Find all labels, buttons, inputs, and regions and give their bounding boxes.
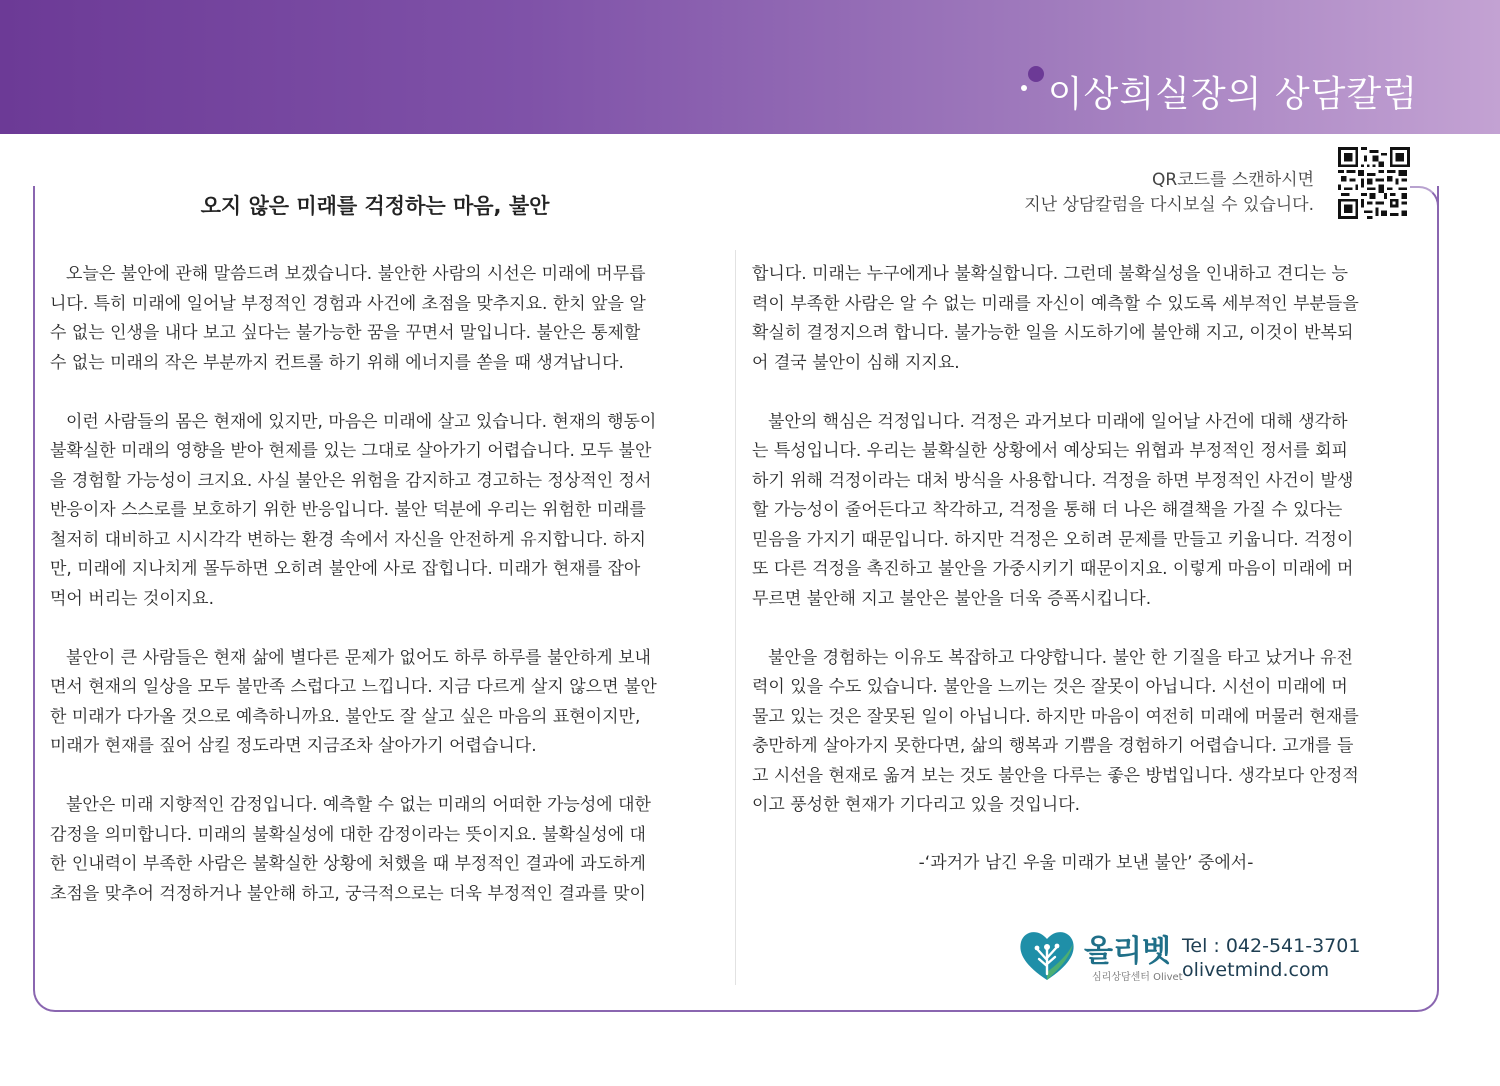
source-quote: -‘과거가 남긴 우울 미래가 보낸 불안’ 중에서- — [918, 853, 1254, 873]
qr-caption — [1024, 168, 1314, 218]
heart-tree-icon — [1018, 928, 1076, 982]
qr-caption-line2: 지난 상담칼럼을 다시보실 수 있습니다. — [1024, 195, 1314, 215]
header-dot-decoration-small — [1021, 85, 1027, 91]
article-title: 오지 않은 미래를 걱정하는 마음, 불안 — [200, 194, 550, 218]
qr-code-icon[interactable] — [1338, 147, 1410, 219]
header-dot-decoration — [1028, 66, 1044, 82]
article-right-column — [752, 260, 1420, 850]
article-paragraph: 불안이 큰 사람들은 현재 삶에 별다른 문제가 없어도 하루 하루를 불안하게 보내 면서 현재의 일상을 모두 불만족 스럽다고 느낍니다. 지금 다르게 살지 않으면 불안 한 미래가 다가올 것으로 예측하니까요. 불안도 잘 살고 싶은 마음의 표현이지만, 미래가 현재를 짚어 삼킬 정도라면 지금조차 살아가기 어렵습니다. — [50, 647, 657, 756]
column-divider — [735, 250, 736, 985]
logo-subtitle: 심리상담센터 Olivet — [1092, 972, 1183, 983]
article-paragraph: 이런 사람들의 몸은 현재에 있지만, 마음은 미래에 살고 있습니다. 현재의 행동이 불확실한 미래의 영향을 받아 현제를 있는 그대로 살아가기 어렵습니다. 모두 불안 을 경험할 가능성이 크지요. 사실 불안은 위험을 감지하고 경고하는 정상적인 정서 반응이자 스스로를 보호하기 위한 반응입니다. 불안 덕분에 우리는 위험한 미래를 철저히 대비하고 시시각각 변하는 환경 속에서 자신을 안전하게 유지합니다. 하지 만, 미래에 지나치게 몰두하면 오히려 불안에 사로 잡힙니다. 미래가 현재를 잡아 먹어 버리는 것이지요. — [50, 411, 657, 609]
article-paragraph: 불안은 미래 지향적인 감정입니다. 예측할 수 없는 미래의 어떠한 가능성에 대한 감정을 의미합니다. 미래의 불확실성에 대한 감정이라는 뜻이지요. 불확실성에 대 한 인내력이 부족한 사람은 불확실한 상황에 처했을 때 부정적인 결과에 과도하게 초점을 맞추어 걱정하거나 불안해 하고, 궁극적으로는 더욱 부정적인 결과를 맞이 — [50, 795, 651, 904]
logo-wordmark: 올리벳 — [1084, 934, 1171, 969]
column-series-title: 이상희실장의 상담칼럼 — [1047, 74, 1418, 115]
contact-info — [1182, 934, 1360, 982]
article-left-column — [50, 260, 718, 939]
contact-phone: Tel : 042-541-3701 — [1182, 935, 1361, 957]
article-paragraph: 불안의 핵심은 걱정입니다. 걱정은 과거보다 미래에 일어날 사건에 대해 생각하 는 특성입니다. 우리는 불확실한 상황에서 예상되는 위협과 부정적인 정서를 회피 하기 위해 걱정이라는 대처 방식을 사용합니다. 걱정을 하면 부정적인 사건이 발생 할 가능성이 줄어든다고 착각하고, 걱정을 통해 더 나은 해결책을 가질 수 있다는 믿음을 가지기 때문입니다. 하지만 걱정은 오히려 문제를 만들고 키웁니다. 걱정이 또 다른 걱정을 촉진하고 불안을 가중시키기 때문이지요. 이렇게 마음이 미래에 머 무르면 불안해 지고 불안은 불안을 더욱 증폭시킵니다. — [752, 411, 1354, 609]
header-banner — [0, 0, 1500, 134]
qr-caption-line1: QR코드를 스캔하시면 — [1152, 170, 1314, 190]
contact-website[interactable]: olivetmind.com — [1182, 959, 1330, 981]
article-paragraph: 불안을 경험하는 이유도 복잡하고 다양합니다. 불안 한 기질을 타고 났거나 유전 력이 있을 수도 있습니다. 불안을 느끼는 것은 잘못이 아닙니다. 시선이 미래에 머 물고 있는 것은 잘못된 일이 아닙니다. 하지만 마음이 여전히 미래에 머물러 현재를 충만하게 살아가지 못한다면, 삶의 행복과 기쁨을 경험하기 어렵습니다. 고개를 들 고 시선을 현재로 옮겨 보는 것도 불안을 다루는 좋은 방법입니다. 생각보다 안정적 이고 풍성한 현재가 기다리고 있을 것입니다. — [752, 647, 1359, 815]
article-paragraph: 합니다. 미래는 누구에게나 불확실합니다. 그런데 불확실성을 인내하고 견디는 능 력이 부족한 사람은 알 수 없는 미래를 자신이 예측할 수 있도록 세부적인 부분들을 확실히 결정지으려 합니다. 불가능한 일을 시도하기에 불안해 지고, 이것이 반복되 어 결국 불안이 심해 지지요. — [752, 264, 1359, 373]
article-paragraph: 오늘은 불안에 관해 말씀드려 보겠습니다. 불안한 사람의 시선은 미래에 머무릅 니다. 특히 미래에 일어날 부정적인 경험과 사건에 초점을 맞추지요. 한치 앞을 알 수 없는 인생을 내다 보고 싶다는 불가능한 꿈을 꾸면서 말입니다. 불안은 통제할 수 없는 미래의 작은 부분까지 컨트롤 하기 위해 에너지를 쏟을 때 생겨납니다. — [50, 264, 646, 373]
